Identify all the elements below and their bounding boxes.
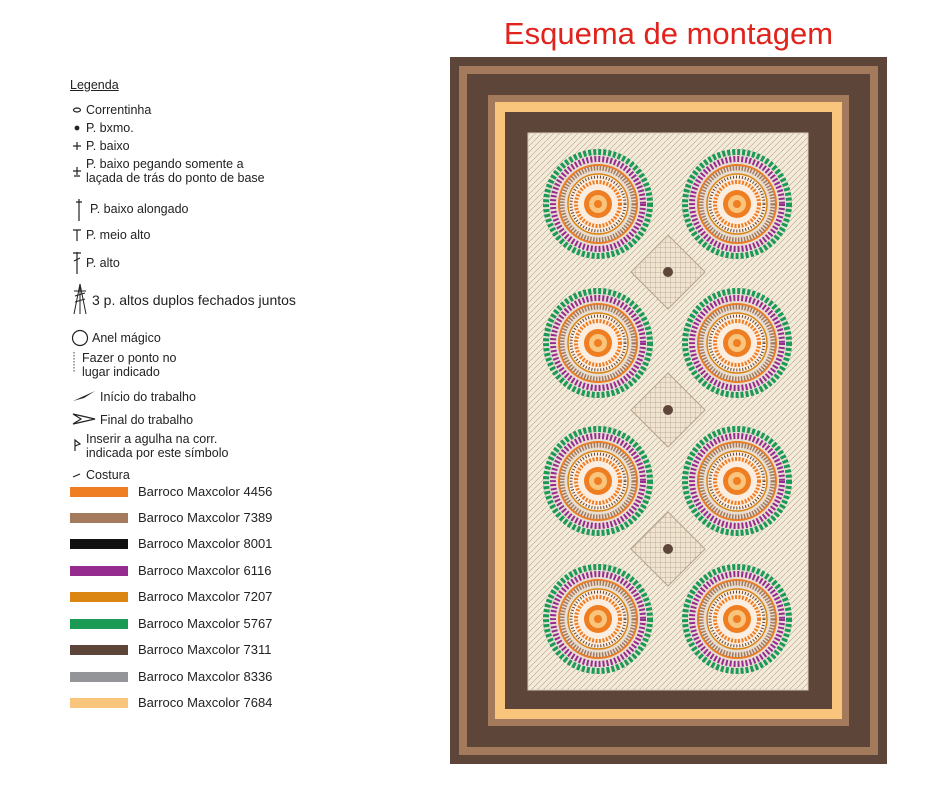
color-swatch-6116: Barroco Maxcolor 6116 <box>70 563 271 578</box>
work-in-place-icon <box>70 351 78 373</box>
back-loop-single-crochet-icon <box>70 164 84 178</box>
legend-item-double: P. alto <box>70 251 120 275</box>
swatch-bar <box>70 672 128 682</box>
chain-stitch-icon <box>70 103 84 117</box>
magic-ring-icon <box>70 329 90 347</box>
start-arrow-icon <box>70 390 98 402</box>
swatch-bar <box>70 698 128 708</box>
legend-item-chain: Correntinha <box>70 103 151 117</box>
double-crochet-icon <box>70 251 84 275</box>
legend-item-extended: P. baixo alongado <box>70 198 188 222</box>
legend-item-start: Início do trabalho <box>70 390 196 404</box>
legend-heading: Legenda <box>70 78 119 92</box>
swatch-bar <box>70 539 128 549</box>
swatch-bar <box>70 619 128 629</box>
color-swatch-7389: Barroco Maxcolor 7389 <box>70 510 272 525</box>
legend-item-single: P. baixo <box>70 139 130 153</box>
end-arrow-icon <box>70 413 98 425</box>
swatch-bar <box>70 513 128 523</box>
legend-item-half-double: P. meio alto <box>70 228 150 242</box>
extended-single-crochet-icon <box>70 198 88 222</box>
color-swatch-7684: Barroco Maxcolor 7684 <box>70 695 272 710</box>
legend-item-cluster: 3 p. altos duplos fechados juntos <box>70 283 296 315</box>
legend-item-end: Final do trabalho <box>70 413 193 427</box>
color-swatch-7207: Barroco Maxcolor 7207 <box>70 589 272 604</box>
legend-item-seam: Costura <box>70 468 130 482</box>
legend-item-insert-hook: Inserir a agulha na corr. indicada por este símbolo <box>70 432 228 460</box>
legend-item-slip: P. bxmo. <box>70 121 134 135</box>
insert-hook-icon <box>70 438 84 452</box>
half-double-crochet-icon <box>70 228 84 242</box>
swatch-bar <box>70 487 128 497</box>
legend-item-work-in-place: Fazer o ponto no lugar indicado <box>70 351 177 379</box>
color-swatch-7311: Barroco Maxcolor 7311 <box>70 642 271 657</box>
color-swatch-4456: Barroco Maxcolor 4456 <box>70 484 272 499</box>
swatch-bar <box>70 566 128 576</box>
legend-item-back-loop: P. baixo pegando somente a laçada de trás do ponto de base <box>70 157 265 185</box>
color-swatch-8336: Barroco Maxcolor 8336 <box>70 669 272 684</box>
single-crochet-icon <box>70 139 84 153</box>
color-swatch-8001: Barroco Maxcolor 8001 <box>70 536 272 551</box>
treble-cluster-icon <box>70 283 90 315</box>
swatch-bar <box>70 592 128 602</box>
color-swatch-5767: Barroco Maxcolor 5767 <box>70 616 272 631</box>
seam-icon <box>70 468 84 482</box>
swatch-bar <box>70 645 128 655</box>
legend-item-magic-ring: Anel mágico <box>70 329 161 347</box>
slip-stitch-icon <box>70 121 84 135</box>
page-title: Esquema de montagem <box>503 16 834 51</box>
rug-assembly-diagram <box>450 57 887 764</box>
